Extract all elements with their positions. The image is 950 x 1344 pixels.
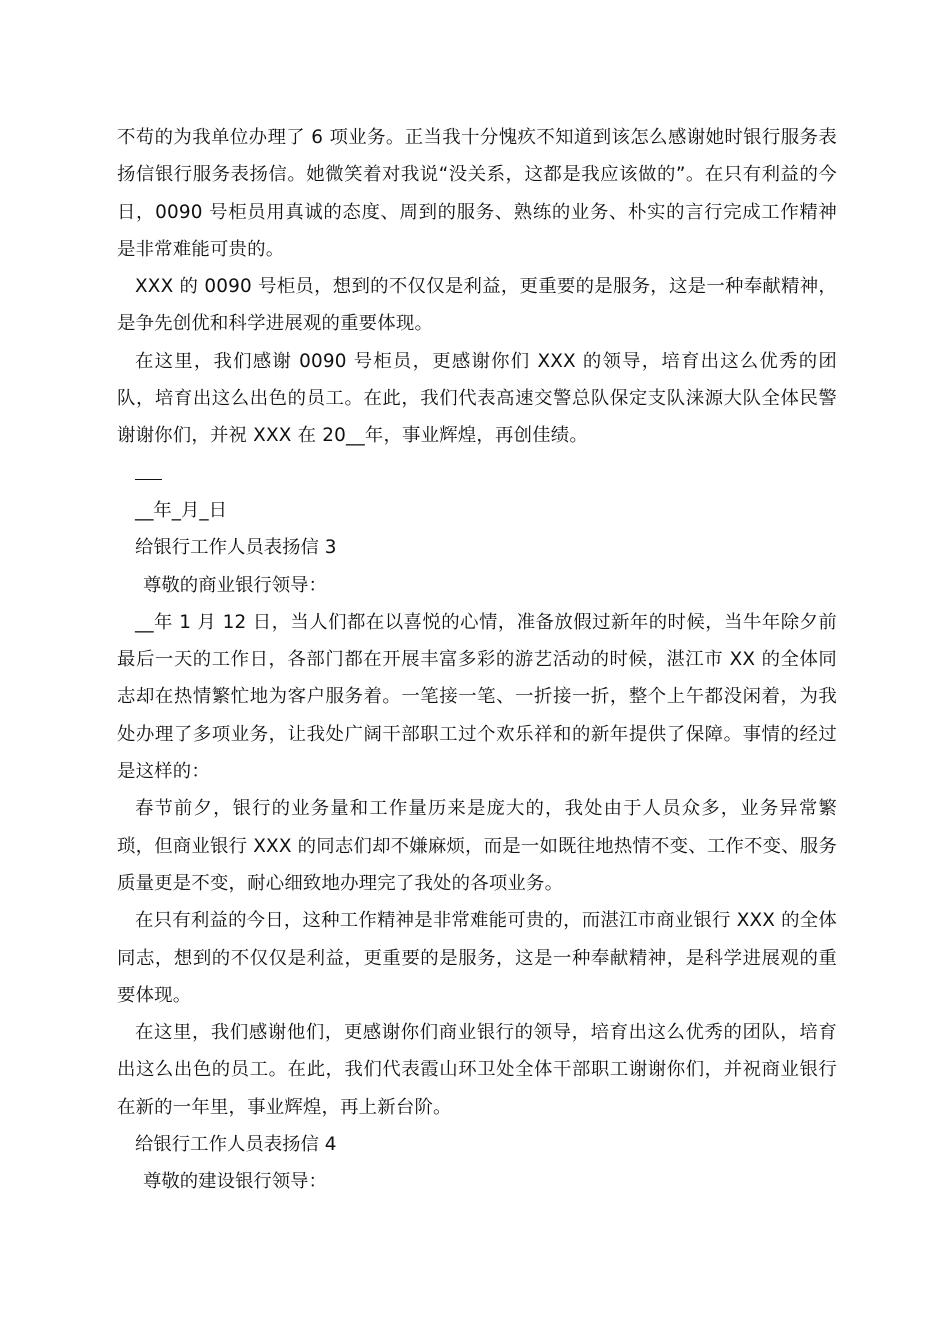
paragraph: 在只有利益的今日，这种工作精神是非常难能可贵的，而湛江市商业银行 XXX 的全体同志，想到的不仅仅是利益，更重要的是服务，这是一种奉献精神，是科学进展观的重要体现。 <box>117 910 837 1006</box>
salutation: 尊敬的商业银行领导： <box>143 574 327 596</box>
salutation: 尊敬的建设银行领导： <box>143 1171 327 1193</box>
document-body <box>117 119 837 1201</box>
date-line: __年_月_日 <box>135 499 227 521</box>
paragraph: 春节前夕，银行的业务量和工作量历来是庞大的，我处由于人员众多，业务异常繁琐，但商业银行 XXX 的同志们却不嫌麻烦，而是一如既往地热情不变、工作不变、服务质量更是不变，耐心细致地办理完了我处的各项业务。 <box>117 798 837 894</box>
letter-title: 给银行工作人员表扬信 4 <box>135 1134 337 1156</box>
paragraph: 在这里，我们感谢他们，更感谢你们商业银行的领导，培育出这么优秀的团队，培育出这么出色的员工。在此，我们代表霞山环卫处全体干部职工谢谢你们，并祝商业银行在新的一年里，事业辉煌，再上新台阶。 <box>117 1022 837 1118</box>
letter-title: 给银行工作人员表扬信 3 <box>135 537 337 559</box>
signature-rule <box>135 479 162 480</box>
paragraph: XXX 的 0090 号柜员，想到的不仅仅是利益，更重要的是服务，这是一种奉献精神，是争先创优和科学进展观的重要体现。 <box>117 276 837 335</box>
paragraph: __年 1 月 12 日，当人们都在以喜悦的心情，准备放假过新年的时候，当牛年除夕前最后一天的工作日，各部门都在开展丰富多彩的游艺活动的时候，湛江市 XX 的全体同志却在热情繁忙地为客户服务着。一笔接一笔、一折接一折，整个上午都没闲着，为我处办理了多项业务，让我处广阔干部职工过个欢乐祥和的新年提供了保障。事情的经过是这样的： <box>117 611 837 783</box>
paragraph: 在这里，我们感谢 0090 号柜员，更感谢你们 XXX 的领导，培育出这么优秀的团队，培育出这么出色的员工。在此，我们代表高速交警总队保定支队涞源大队全体民警谢谢你们，并祝 XXX 在 20__年，事业辉煌，再创佳绩。 <box>117 350 837 447</box>
paragraph: 不苟的为我单位办理了 6 项业务。正当我十分愧疚不知道到该怎么感谢她时银行服务表扬信银行服务表扬信。她微笑着对我说“没关系，这都是我应该做的”。在只有利益的今日，0090 号柜员用真诚的态度、周到的服务、熟练的业务、朴实的言行完成工作精神是非常难能可贵的。 <box>117 127 837 260</box>
signature-line <box>117 455 837 492</box>
